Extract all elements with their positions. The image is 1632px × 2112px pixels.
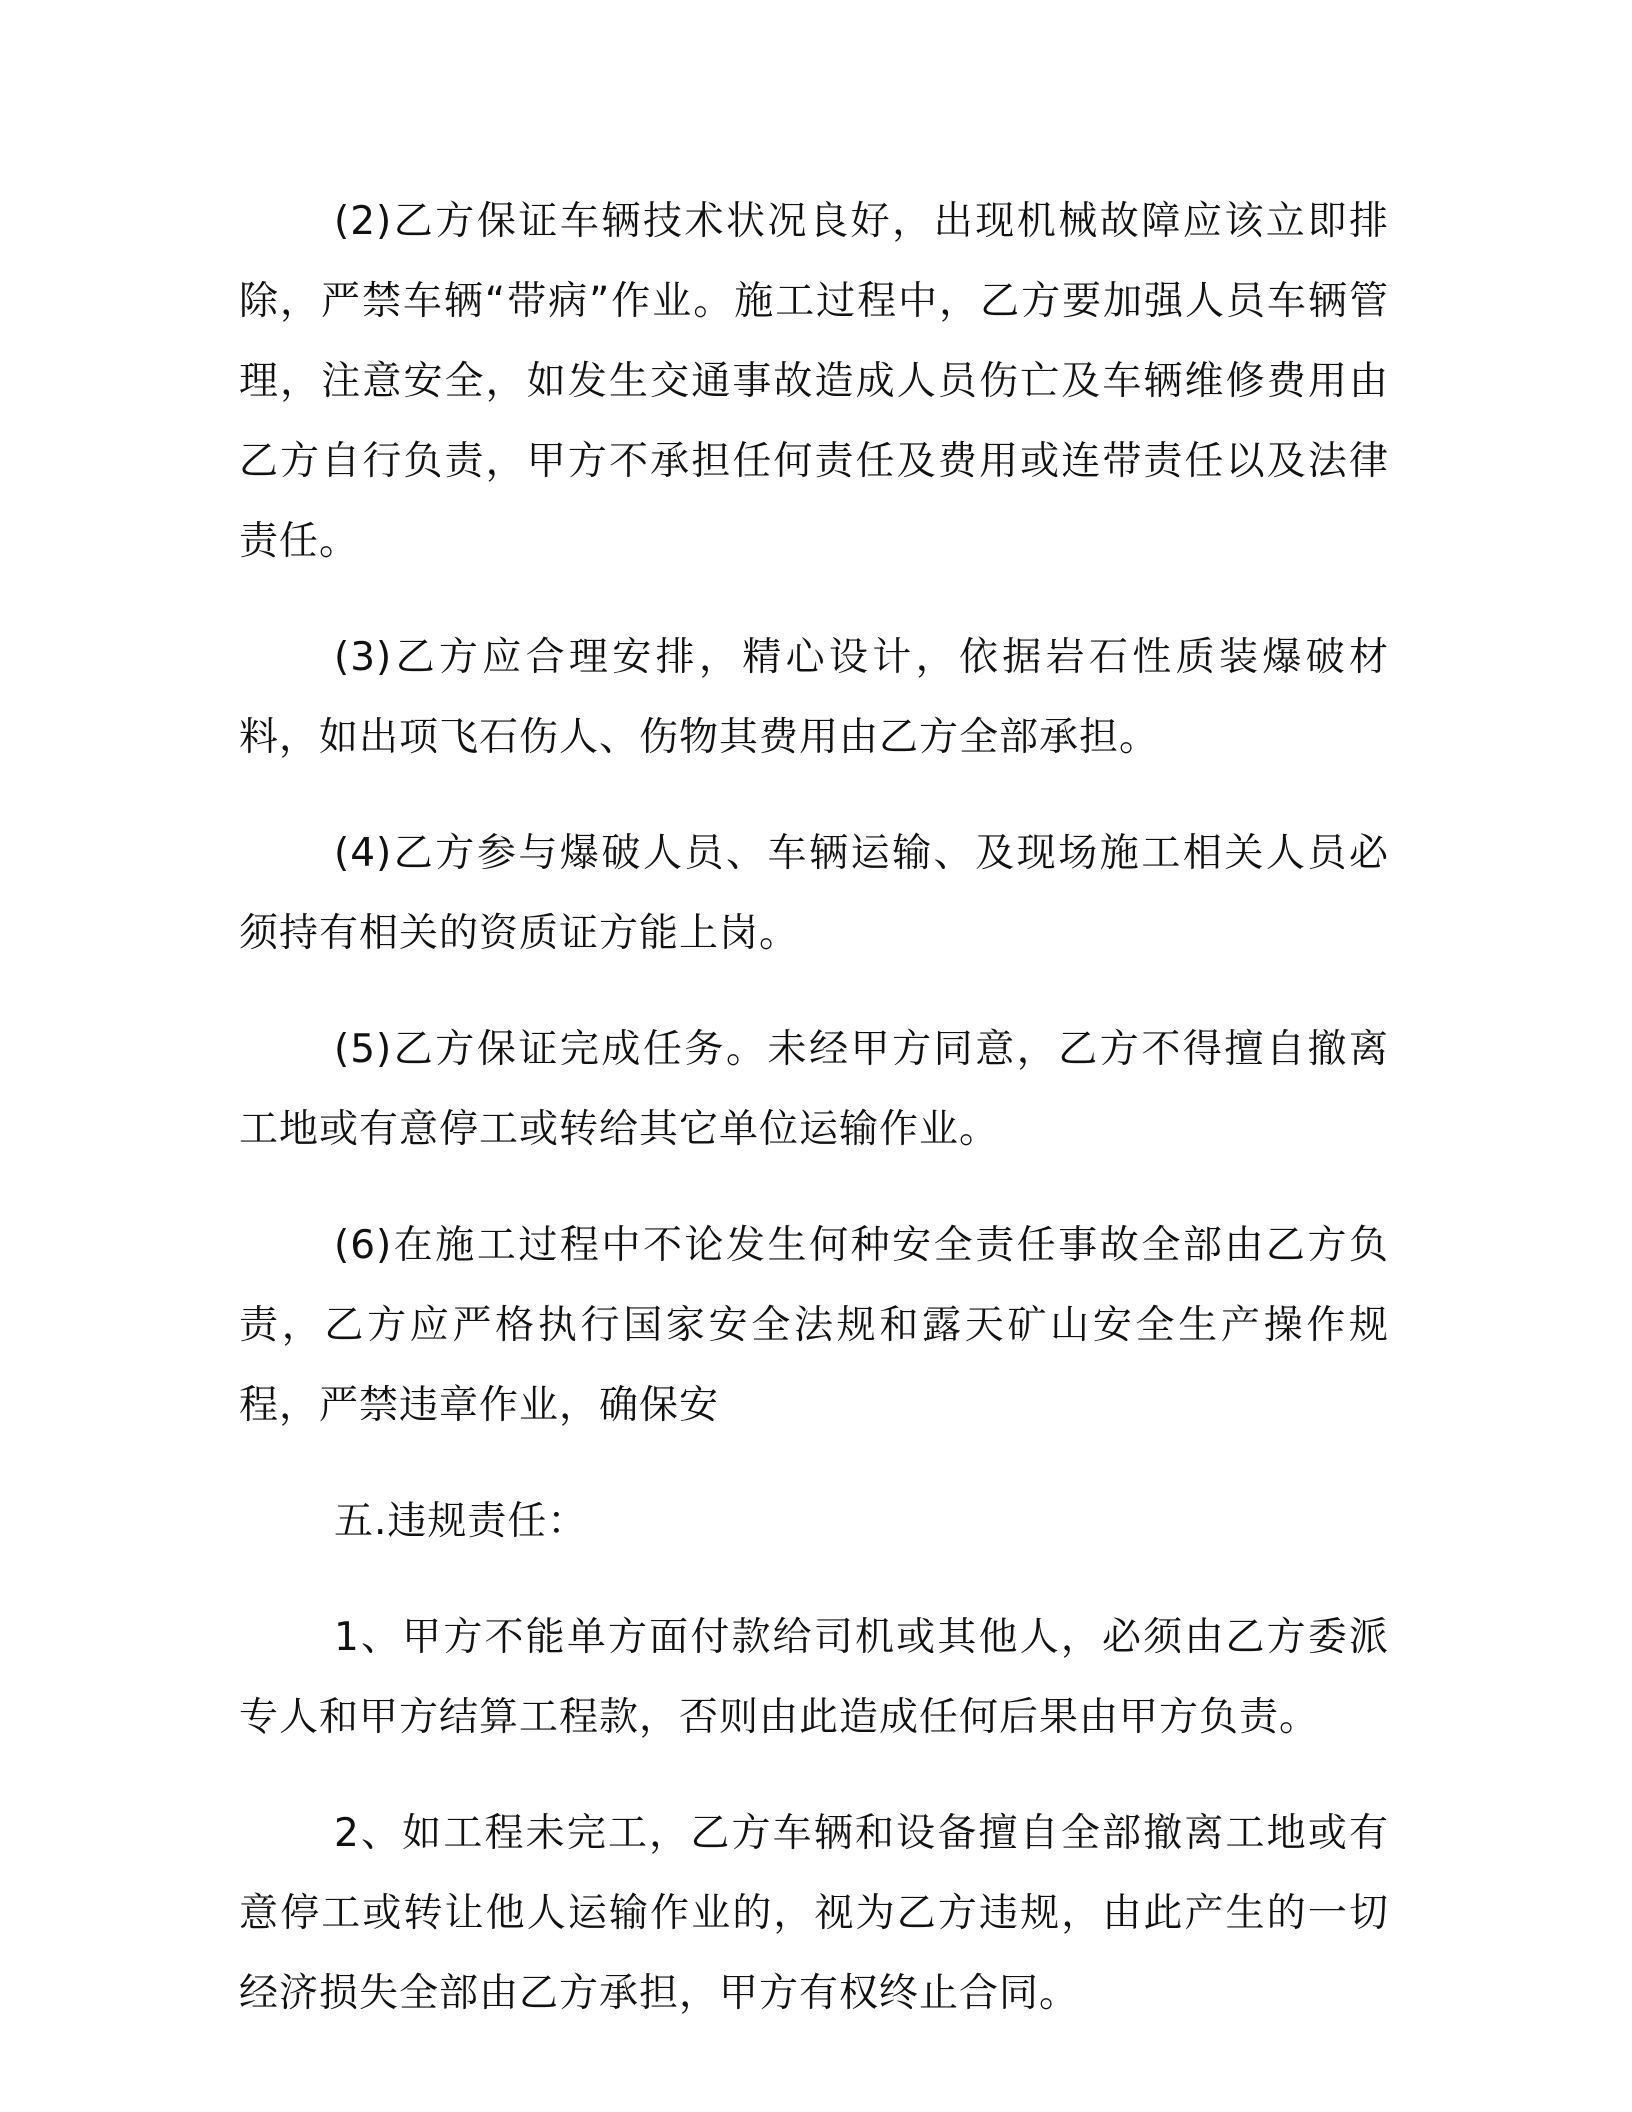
violation-item-1-paragraph: 1、甲方不能单方面付款给司机或其他人，必须由乙方委派专人和甲方结算工程款，否则由此造成任何后果由甲方负责。	[239, 1615, 1389, 1740]
clause-2-paragraph: (2)乙方保证车辆技术状况良好，出现机械故障应该立即排除，严禁车辆“带病”作业。施工过程中，乙方要加强人员车辆管理，注意安全，如发生交通事故造成人员伤亡及车辆维修费用由乙方自行负责，甲方不承担任何责任及费用或连带责任以及法律责任。	[239, 199, 1389, 564]
violation-item-2-paragraph: 2、如工程未完工，乙方车辆和设备擅自全部撤离工地或有意停工或转让他人运输作业的，视为乙方违规，由此产生的一切经济损失全部由乙方承担，甲方有权终止合同。	[239, 1811, 1389, 2016]
clause-5-paragraph: (5)乙方保证完成任务。未经甲方同意，乙方不得擅自撤离工地或有意停工或转给其它单位运输作业。	[239, 1027, 1389, 1152]
section-heading-violation-liability: 五.违规责任：	[334, 1499, 588, 1544]
document-body	[239, 182, 1389, 2070]
clause-3-paragraph: (3)乙方应合理安排，精心设计，依据岩石性质装爆破材料，如出项飞石伤人、伤物其费用由乙方全部承担。	[239, 635, 1389, 760]
clause-4-paragraph: (4)乙方参与爆破人员、车辆运输、及现场施工相关人员必须持有相关的资质证方能上岗。	[239, 831, 1389, 956]
clause-6-paragraph: (6)在施工过程中不论发生何种安全责任事故全部由乙方负责，乙方应严格执行国家安全法规和露天矿山安全生产操作规程，严禁违章作业，确保安	[239, 1223, 1389, 1428]
